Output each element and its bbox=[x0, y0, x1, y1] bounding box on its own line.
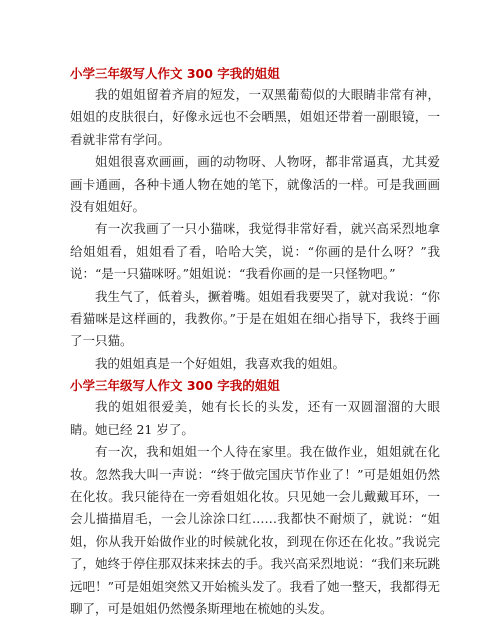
article-1 bbox=[70, 64, 440, 375]
article-title: 小学三年级写人作文 300 字我的姐姐 bbox=[70, 66, 280, 81]
paragraph: 我的姐姐真是一个好姐姐，我喜欢我的姐姐。 bbox=[95, 355, 346, 371]
paragraph: 我生气了，低着头，撅着嘴。姐姐看我要哭了，就对我说：“你看猫咪是这样画的，我教你。”于是在姐姐在细心指导下，我终于画了一只猫。 bbox=[70, 288, 440, 349]
paragraph: 我的姐姐很爱美，她有长长的头发，还有一双圆溜溜的大眼睛。她已经 21 岁了。 bbox=[70, 399, 440, 437]
paragraph: 姐姐很喜欢画画，画的动物呀、人物呀，都非常逼真，尤其爱画卡通画，各种卡通人物在她的笔下，就像活的一样。可是我画画没有姐姐好。 bbox=[70, 154, 440, 215]
paragraph: 有一次，我和姐姐一个人待在家里。我在做作业，姐姐就在化妆。忽然我大叫一声说：“终于做完国庆节作业了！”可是姐姐仍然在化妆。我只能待在一旁看姐姐化妆。只见她一会儿戴戴耳环，一会儿描描眉毛，一会儿涂涂口红……我都快不耐烦了，就说：“姐姐，你从我开始做作业的时候就化妆，到现在你还在化妆。”我说完了，她终于停住那双抹来抹去的手。我兴高采烈地说：“我们来玩跳远吧！”可是姐姐突然又开始梳头发了。我看了她一整天，我都得无聊了，可是姐姐仍然慢条斯理地在梳她的头发。 bbox=[70, 444, 440, 616]
article-title: 小学三年级写人作文 300 字我的姐姐 bbox=[70, 378, 280, 394]
paragraph: 有一次我画了一只小猫咪，我觉得非常好看，就兴高采烈地拿给姐姐看，姐姐看了看，哈哈大笑，说：“你画的是什么呀？”我说：“是一只猫咪呀。”姐姐说：“我看你画的是一只怪物吧。” bbox=[70, 221, 440, 282]
article-2 bbox=[70, 376, 440, 620]
paragraph: 我的姐姐留着齐肩的短发，一双黑葡萄似的大眼睛非常有神，姐姐的皮肤很白，好像永远也不会晒黑，姐姐还带着一副眼镜，一看就非常有学问。 bbox=[70, 87, 440, 147]
document-page bbox=[70, 64, 440, 620]
